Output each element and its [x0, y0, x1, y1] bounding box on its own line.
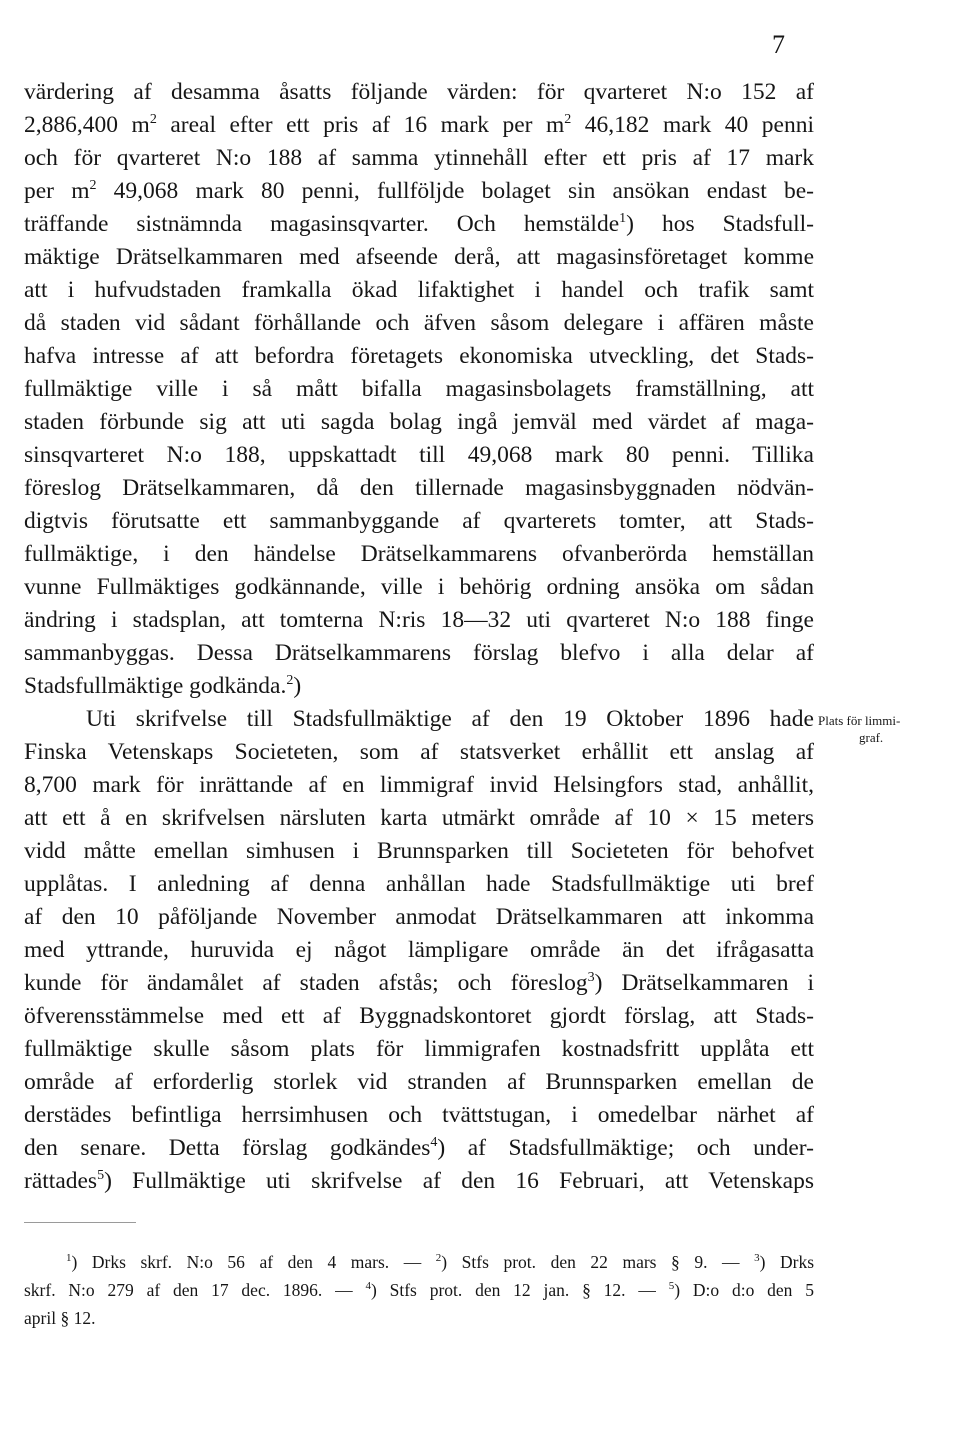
footnote-ref-5: 5	[97, 1168, 105, 1183]
text-line-11: staden förbunde sig att uti sagda bolag ingå jemväl med värdet af maga-	[24, 409, 814, 435]
footnote-ref-4: 4	[430, 1135, 438, 1150]
text-line-26: af den 10 påföljande November anmodat Drätselkammaren att inkomma	[24, 904, 814, 930]
text-line-7: att i hufvudstaden framkalla ökad lifaktighet i handel och trafik samt	[24, 277, 814, 303]
footnote-ref-3: 3	[587, 970, 595, 985]
footnote-line-1: $^1$) Drks skrf. N:o 56 af den 4 mars. — $^2$) Stfs prot. den 22 mars § 9. — $^3$) Drks	[66, 1252, 815, 1272]
text-line-34: rättades$^5$) Fullmäktige uti skrifvelse af den 16 Februari, att Vetenskaps	[24, 1168, 814, 1194]
text-line-18: sammanbyggas. Dessa Drätselkammarens förslag blefvo i alla delar af	[24, 640, 814, 666]
text-line-9: hafva intresse af att befordra företagets ekonomiska utveckling, det Stads-	[24, 343, 814, 369]
text-line-24: vidd måtte emellan simhusen i Brunnsparken till Societeten för behofvet	[24, 838, 814, 864]
text-line-13: föreslog Drätselkammaren, då den tillernade magasinsbyggnaden nödvän-	[24, 475, 814, 501]
text-line-29: öfverensstämmelse med ett af Byggnadskontoret gjordt förslag, att Stads-	[24, 1003, 814, 1029]
text-line-8: då staden vid sådant förhållande och äfven såsom delegare i affären måste	[24, 310, 814, 336]
text-line-21: Finska Vetenskaps Societeten, som af statsverket erhållit ett anslag af	[24, 739, 814, 765]
text-line-22: 8,700 mark för inrättande af en limmigraf invid Helsingfors stad, anhållit,	[24, 772, 814, 798]
text-line-4: per $m^2$ 49,068 mark 80 penni, fullföljde bolaget sin ansökan endast be-	[24, 178, 814, 204]
footnote-divider	[24, 1222, 136, 1223]
margin-note-line-1: Plats för limmi-	[818, 713, 901, 728]
footnote-line-3: april § 12.	[24, 1308, 96, 1328]
text-line-2: 2,886,400 $m^2$ areal efter ett pris af 16 mark per $m^2$ 46,182 mark 40 penni	[24, 112, 814, 138]
text-line-27: med yttrande, huruvida ej något lämpligare område än det ifrågasatta	[24, 937, 814, 963]
footnote-ref-1: 1	[619, 211, 627, 226]
text-line-1: värdering af desamma åsatts följande värden: för qvarteret N:o 152 af	[24, 79, 814, 105]
text-line-31: område af erforderlig storlek vid stranden af Brunnsparken emellan de	[24, 1069, 814, 1095]
text-line-19: Stadsfullmäktige godkända.$^2$)	[24, 673, 302, 699]
body-text	[24, 76, 814, 1198]
margin-note-line-2: graf.	[859, 730, 884, 745]
text-line-16: vunne Fullmäktiges godkännande, ville i behörig ordning ansöka om sådan	[24, 574, 814, 600]
text-line-14: digtvis förutsatte ett sammanbyggande af qvarterets tomter, att Stads-	[24, 508, 814, 534]
text-line-32: derstädes befintliga herrsimhusen och tvättstugan, i omedelbar närhet af	[24, 1102, 814, 1128]
text-line-28: kunde för ändamålet af staden afstås; och föreslog$^3$) Drätselkammaren i	[24, 970, 815, 996]
margin-note	[818, 712, 958, 746]
text-line-3: och för qvarteret N:o 188 af samma ytinnehåll efter ett pris af 17 mark	[24, 145, 814, 171]
text-line-20: Uti skrifvelse till Stadsfullmäktige af den 19 Oktober 1896 hade	[86, 706, 814, 732]
superscript: 2	[564, 112, 572, 127]
footnote-ref-2: 2	[286, 673, 294, 688]
text-line-33: den senare. Detta förslag godkändes$^4$) af Stadsfullmäktige; och under-	[24, 1135, 814, 1161]
text-line-5: träffande sistnämnda magasinsqvarter. Och hemstälde$^1$) hos Stadsfull-	[24, 211, 815, 237]
text-line-23: att ett å en skrifvelsen närsluten karta utmärkt område af 10 × 15 meters	[24, 805, 814, 831]
text-line-6: mäktige Drätselkammaren med afseende derå, att magasinsföretaget komme	[24, 244, 814, 270]
text-line-30: fullmäktige skulle såsom plats för limmigrafen kostnadsfritt upplåta ett	[24, 1036, 814, 1062]
footnotes	[24, 1248, 814, 1332]
text-line-17: ändring i stadsplan, att tomterna N:ris 18—32 uti qvarteret N:o 188 finge	[24, 607, 814, 633]
footnote-line-2: skrf. N:o 279 af den 17 dec. 1896. — $^4$) Stfs prot. den 12 jan. § 12. — $^5$) D:o d:o den 5	[24, 1280, 814, 1300]
text-line-12: sinsqvarteret N:o 188, uppskattadt till 49,068 mark 80 penni. Tillika	[24, 442, 814, 468]
text-line-10: fullmäktige ville i så mått bifalla magasinsbolagets framställning, att	[24, 376, 814, 402]
superscript: 2	[149, 112, 157, 127]
superscript: 2	[89, 178, 97, 193]
text-line-15: fullmäktige, i den händelse Drätselkammarens ofvanberörda hemställan	[24, 541, 814, 567]
text-line-25: upplåtas. I anledning af denna anhållan hade Stadsfullmäktige uti bref	[24, 871, 814, 897]
page-number: 7	[772, 30, 785, 59]
